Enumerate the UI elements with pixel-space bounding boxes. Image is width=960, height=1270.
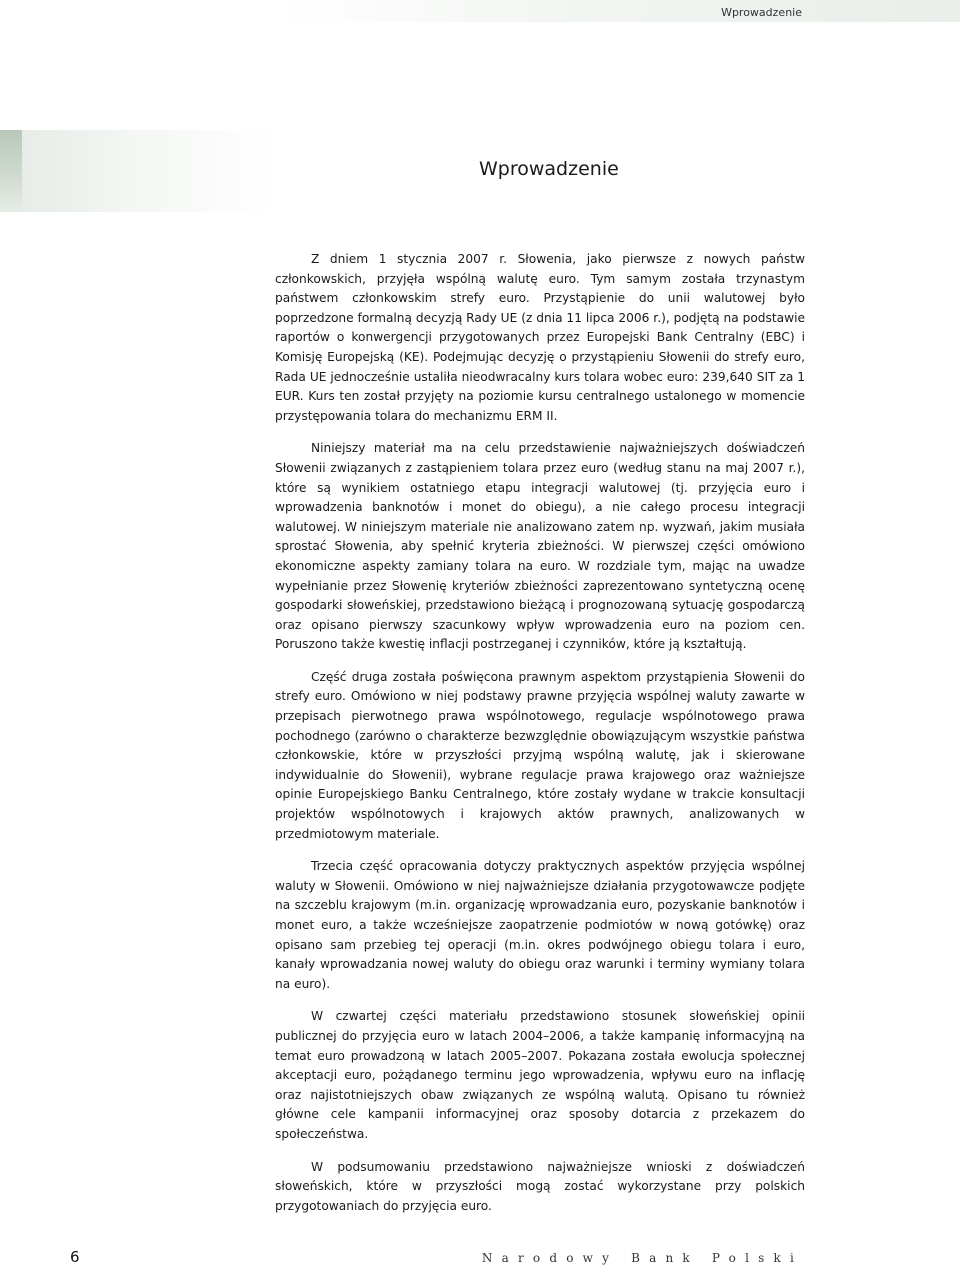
footer-brand: Narodowy Bank Polski bbox=[481, 1251, 803, 1265]
paragraph-3: Część druga została poświęcona prawnym aspektom przystąpienia Słowenii do strefy euro. Omówiono w niej podstawy prawne przyjęcia wspólnej waluty zawarte w przepisach pierwotnego prawa wspólnotowego, regulacje wspólnotowego prawa pochodnego (zarówno o charakterze bezwzględnie obowiązującym wszystkie państwa członkowskie, które w przyszłości przyjmą wspólną walutę, jak i skierowane indywidualnie do Słowenii), wybrane regulacje prawa krajowego oraz ważniejsze opinie Europejskiego Banku Centralnego, które zostały wydane w trakcie konsultacji projektów wspólnotowych i krajowych aktów prawnych, analizowanych w przedmiotowym materiale. bbox=[275, 669, 805, 841]
page-number: 6 bbox=[70, 1248, 80, 1266]
paragraph-5: W czwartej części materiału przedstawiono stosunek słoweńskiej opinii publicznej do przyjęcia euro w latach 2004–2006, a także kampanię informacyjną na temat euro prowadzoną w latach 2005–2007. Pokazana została ewolucja społecznej akceptacji euro, pożądanego terminu jego wprowadzenia, wpływu euro na inflację oraz najistotniejszych obaw związanych ze wspólną walutą. Opisano tu również główne cele kampanii informacyjnej oraz sposoby dotarcia z przekazem do społeczeństwa. bbox=[275, 1009, 805, 1141]
paragraph-4: Trzecia część opracowania dotyczy praktycznych aspektów przyjęcia wspólnej waluty w Słowenii. Omówiono w niej najważniejsze działania przygotowawcze podjęte na szczeblu krajowym (m.in. organizację wprowadzania euro, pozyskanie banknotów i monet euro, a także wcześniejsze zaopatrzenie podmiotów w nową gotówkę) oraz opisano sam przebieg tej operacji (m.in. okres podwójnego obiegu tolara i euro, kanały wprowadzania nowej waluty do obiegu oraz warunki i terminy wymiany tolara na euro). bbox=[275, 859, 805, 991]
page-title: Wprowadzenie bbox=[479, 158, 619, 180]
left-accent-bar bbox=[0, 130, 22, 212]
paragraph-1: Z dniem 1 stycznia 2007 r. Słowenia, jako pierwsze z nowych państw członkowskich, przyjęła wspólną walutę euro. Tym samym została trzynastym państwem członkowskim strefy euro. Przystąpienie do unii walutowej było poprzedzone formalną decyzją Rady UE (z dnia 11 lipca 2006 r.), podjętą na podstawie raportów o konwergencji przygotowanych przez Europejski Bank Centralny (EBC) i Komisję Europejską (KE). Podejmując decyzję o przystąpieniu Słowenii do strefy euro, Rada UE jednocześnie ustaliła nieodwracalny kurs tolara wobec euro: 239,640 SIT za 1 EUR. Kurs ten został przyjęty na poziomie kursu centralnego ustalonego w momencie przystępowania tolara do mechanizmu ERM II. bbox=[275, 252, 805, 423]
header-band bbox=[275, 0, 960, 22]
left-accent-fade bbox=[22, 130, 275, 212]
body-text bbox=[275, 250, 805, 1229]
running-head: Wprowadzenie bbox=[721, 6, 802, 19]
paragraph-6: W podsumowaniu przedstawiono najważniejsze wnioski z doświadczeń słoweńskich, które w przyszłości mogą zostać wykorzystane przy polskich przygotowaniach do przyjęcia euro. bbox=[275, 1159, 805, 1213]
paragraph-2: Niniejszy materiał ma na celu przedstawienie najważniejszych doświadczeń Słowenii związanych z zastąpieniem tolara przez euro (według stanu na maj 2007 r.), które są wynikiem ostatniego etapu integracji walutowej (tj. przyjęcia euro i wprowadzenia banknotów i monet do obiegu), a nie całego procesu integracji walutowej. W niniejszym materiale nie analizowano zatem np. wyzwań, jakim musiała sprostać Słowenia, aby spełnić kryteria zbieżności. W pierwszej części omówiono ekonomiczne aspekty zamiany tolara na euro. W rozdziale tym, mając na uwadze wypełnianie przez Słowenię kryteriów zbieżności zaprezentowano syntetyczną ocenę gospodarki słoweńskiej, przedstawiono bieżącą i prognozowaną sytuację gospodarczą oraz opisano pierwszy szacunkowy wpływ wprowadzenia euro na poziom cen. Poruszono także kwestię inflacji postrzeganej i czynników, które ją kształtują. bbox=[275, 441, 805, 652]
